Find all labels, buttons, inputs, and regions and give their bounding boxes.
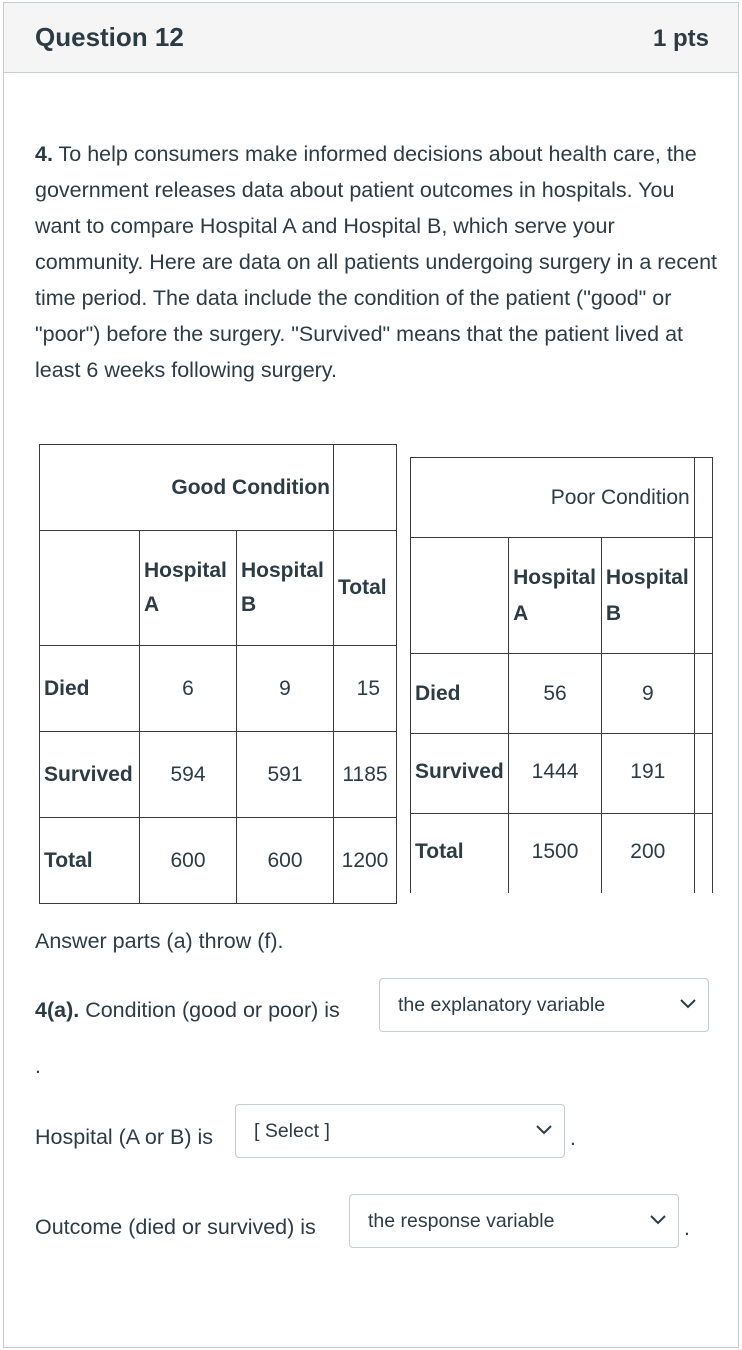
row-label-survived: Survived — [40, 732, 140, 818]
condition-select-value: the explanatory variable — [398, 994, 606, 1016]
cell-good-survived-a: 594 — [140, 732, 237, 818]
table-cell-empty — [411, 538, 509, 654]
condition-select[interactable] — [379, 978, 709, 1032]
table-cell-empty — [40, 531, 140, 646]
hospital-select-value: [ Select ] — [254, 1120, 330, 1142]
hospital-select[interactable] — [235, 1104, 565, 1158]
outcome-select[interactable] — [349, 1194, 679, 1248]
stray-period: . — [35, 1055, 41, 1078]
cell-poor-total-b: 200 — [601, 814, 694, 894]
table-cell-clipped — [694, 814, 712, 894]
col-header-hospital-b: Hospital B — [237, 531, 334, 646]
part-a-number: 4(a). — [35, 998, 80, 1022]
col-header-hospital-a: Hospital A — [140, 531, 237, 646]
poor-condition-table — [410, 457, 713, 893]
table-cell-clipped — [694, 734, 712, 814]
row-label-total: Total — [40, 818, 140, 904]
col-header-total: Total — [334, 531, 397, 646]
cell-poor-survived-b: 191 — [601, 734, 694, 814]
hospital-period: . — [570, 1127, 576, 1150]
cell-good-died-total: 15 — [334, 646, 397, 732]
col-header-hospital-a: Hospital A — [509, 538, 602, 654]
good-condition-table — [39, 444, 397, 904]
outcome-period: . — [684, 1217, 690, 1240]
table-cell-empty — [334, 445, 397, 531]
cell-good-survived-b: 591 — [237, 732, 334, 818]
row-label-died: Died — [411, 654, 509, 734]
outcome-label: Outcome (died or survived) is — [35, 1215, 316, 1239]
cell-poor-died-b: 9 — [601, 654, 694, 734]
question-points: 1 pts — [652, 25, 709, 52]
cell-good-total-b: 600 — [237, 818, 334, 904]
outcome-select-value: the response variable — [368, 1210, 555, 1232]
hospital-label: Hospital (A or B) is — [35, 1125, 214, 1149]
row-label-survived: Survived — [411, 734, 509, 814]
poor-condition-table-wrapper — [410, 457, 713, 893]
table-cell-empty — [694, 538, 712, 654]
col-header-hospital-b: Hospital B — [601, 538, 694, 654]
question-title: Question 12 — [35, 22, 184, 52]
row-label-total: Total — [411, 814, 509, 894]
poor-table-title: Poor Condition — [411, 458, 695, 538]
cell-good-total-a: 600 — [140, 818, 237, 904]
cell-good-total-total: 1200 — [334, 818, 397, 904]
chevron-down-icon — [648, 1209, 668, 1229]
part-a-condition-text: Condition (good or poor) is — [85, 998, 340, 1022]
question-header — [4, 3, 738, 73]
cell-poor-total-a: 1500 — [509, 814, 602, 894]
part-a-condition-label — [35, 998, 340, 1023]
question-body: To help consumers make informed decisions about health care, the government releases data about patient outcomes in hospitals. You want to compare Hospital A and Hospital B, which serve your community. Here are data on all patients undergoing surgery in a recent time period. The data include the condition of the patient ("good" or "poor") before the surgery. "Survived" means that the patient lived at least 6 weeks following surgery. — [35, 142, 718, 382]
cell-poor-died-a: 56 — [509, 654, 602, 734]
chevron-down-icon — [534, 1119, 554, 1139]
cell-good-survived-total: 1185 — [334, 732, 397, 818]
question-number: 4. — [35, 142, 53, 166]
cell-poor-survived-a: 1444 — [509, 734, 602, 814]
question-card — [3, 2, 739, 1348]
question-text — [35, 136, 725, 388]
cell-good-died-b: 9 — [237, 646, 334, 732]
good-table-title: Good Condition — [40, 445, 334, 531]
row-label-died: Died — [40, 646, 140, 732]
table-cell-clipped — [694, 654, 712, 734]
table-cell-empty — [694, 458, 712, 538]
instructions-text: Answer parts (a) throw (f). — [35, 929, 284, 953]
chevron-down-icon — [678, 993, 698, 1013]
cell-good-died-a: 6 — [140, 646, 237, 732]
